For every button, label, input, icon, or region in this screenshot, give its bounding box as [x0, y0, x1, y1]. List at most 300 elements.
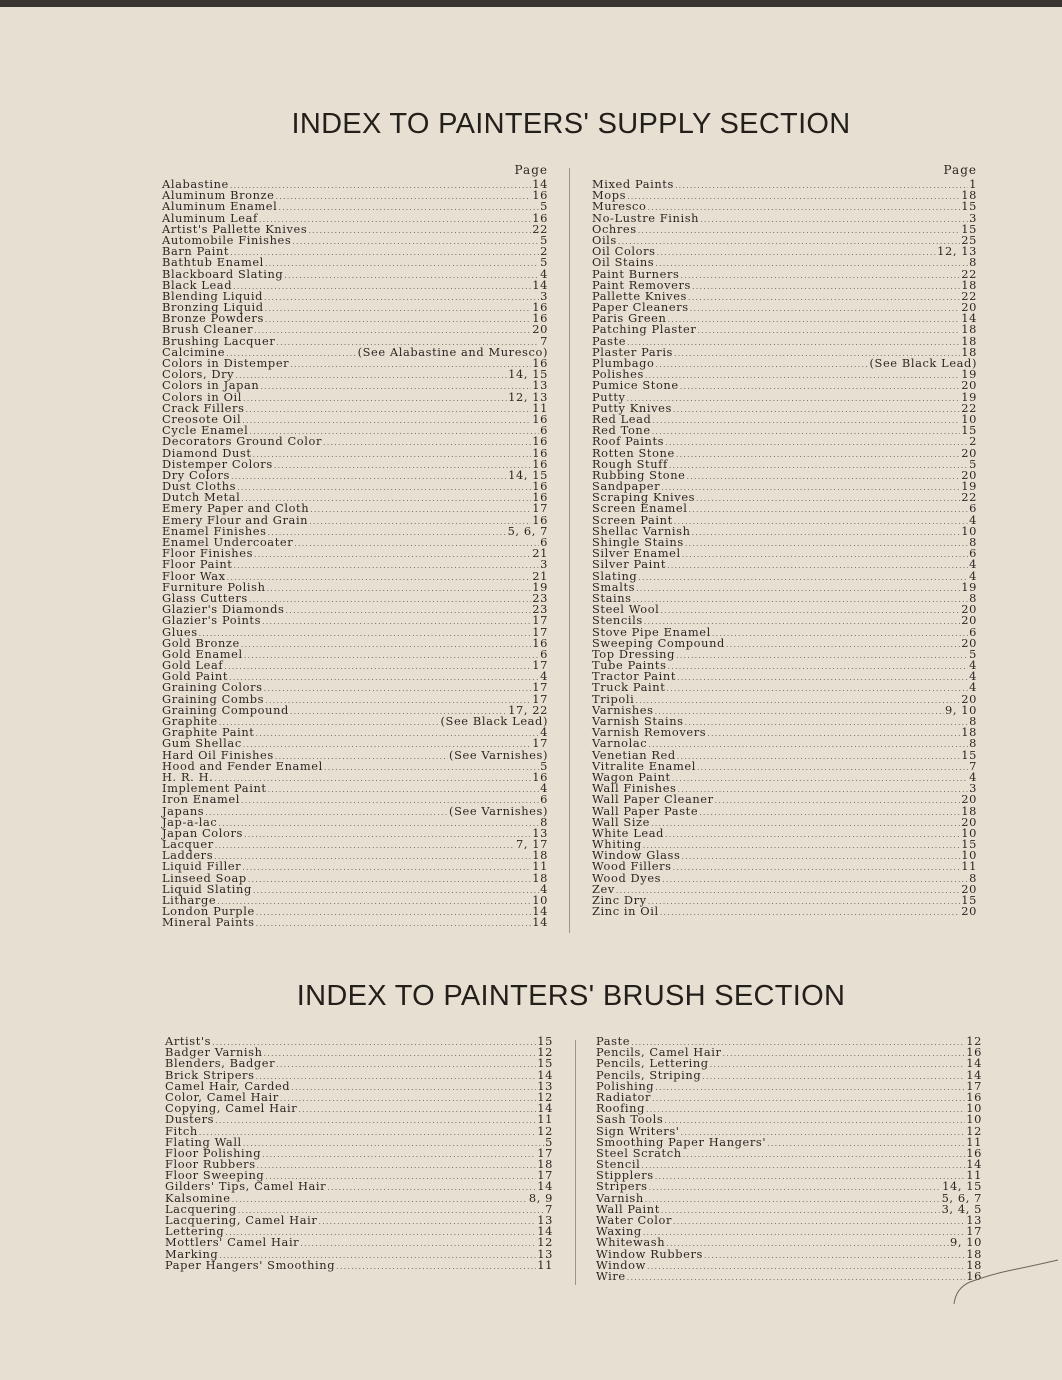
- dot-leader: [309, 516, 531, 527]
- entry-page: 4: [540, 266, 548, 281]
- dot-leader: [687, 471, 961, 482]
- dot-leader: [726, 639, 960, 650]
- entry-page: 4: [969, 669, 977, 684]
- dot-leader: [676, 650, 968, 661]
- entry-term: Jap-a-lac: [162, 814, 218, 829]
- entry-page: 4: [540, 669, 548, 684]
- dot-leader: [265, 314, 531, 325]
- dot-leader: [218, 818, 539, 829]
- entry-term: Diamond Dust: [162, 445, 252, 460]
- index-entry: [165, 1257, 553, 1272]
- entry-term: Dust Cloths: [162, 479, 237, 494]
- dot-leader: [300, 1238, 536, 1249]
- entry-term: Paste: [592, 333, 627, 348]
- column-divider: [575, 1040, 576, 1285]
- dot-leader: [318, 1216, 536, 1227]
- entry-term: Liquid Slating: [162, 881, 252, 896]
- entry-term: Sweeping Compound: [592, 635, 725, 650]
- dot-leader: [652, 415, 960, 426]
- dot-leader: [237, 482, 531, 493]
- dot-leader: [673, 862, 961, 873]
- dot-leader: [264, 683, 532, 694]
- entry-term: Paint Burners: [592, 266, 680, 281]
- entry-term: Colors in Japan: [162, 378, 260, 393]
- entry-page: 14: [961, 311, 977, 326]
- index-entry: [596, 1159, 982, 1170]
- index-entry: [596, 1246, 982, 1261]
- index-entry: [592, 559, 977, 570]
- entry-page: 20: [532, 322, 548, 337]
- entry-page: 17: [532, 691, 548, 706]
- index-entry: [592, 221, 977, 236]
- entry-page: 8: [969, 870, 977, 885]
- dot-leader: [627, 191, 960, 202]
- entry-term: Muresco: [592, 199, 647, 214]
- entry-page: 8: [969, 590, 977, 605]
- dot-leader: [244, 829, 531, 840]
- dot-leader: [253, 449, 532, 460]
- entry-term: Artist's Pallette Knives: [162, 221, 308, 236]
- entry-page: 5: [540, 199, 548, 214]
- index-entry: [165, 1103, 553, 1114]
- entry-page: 18: [961, 322, 977, 337]
- entry-page: 6: [540, 423, 548, 438]
- dot-leader: [268, 527, 507, 538]
- entry-term: Colors, Dry: [162, 367, 235, 382]
- entry-term: Sash Tools: [596, 1112, 664, 1127]
- brush-right-entries: [596, 1036, 982, 1282]
- dot-leader: [649, 1182, 942, 1193]
- entry-page: 4: [540, 725, 548, 740]
- index-entry: [162, 758, 548, 773]
- entry-term: Wire: [596, 1268, 626, 1283]
- entry-page: 6: [969, 624, 977, 639]
- dot-leader: [647, 1261, 965, 1272]
- entry-term: Varnish Stains: [592, 714, 684, 728]
- entry-page: 17: [532, 658, 548, 673]
- entry-page: 22: [961, 288, 977, 303]
- dot-leader: [665, 829, 960, 840]
- entry-term: Badger Varnish: [165, 1045, 263, 1060]
- entry-term: Brick Stripers: [165, 1067, 255, 1082]
- dot-leader: [199, 628, 532, 639]
- dot-leader: [666, 1238, 949, 1249]
- entry-page: 1: [969, 177, 977, 191]
- entry-page: 3: [540, 557, 548, 572]
- entry-term: Silver Enamel: [592, 546, 681, 561]
- entry-page: 17: [532, 680, 548, 695]
- dot-leader: [646, 1104, 965, 1115]
- entry-page: 12, 13: [937, 244, 977, 259]
- entry-page: 14: [537, 1179, 553, 1194]
- entry-page: 10: [961, 411, 977, 426]
- entry-term: Copying, Camel Hair: [165, 1101, 298, 1116]
- entry-page: 10: [961, 523, 977, 538]
- entry-page: 20: [961, 635, 977, 650]
- entry-term: Whiting: [592, 837, 642, 852]
- dot-leader: [767, 1138, 965, 1149]
- entry-page: 16: [532, 188, 548, 203]
- dot-leader: [249, 594, 531, 605]
- dot-leader: [651, 818, 960, 829]
- dot-leader: [666, 683, 968, 694]
- dot-leader: [655, 258, 968, 269]
- entry-term: Window Rubbers: [596, 1246, 703, 1261]
- entry-term: Artist's: [165, 1034, 212, 1048]
- entry-term: Mixed Paints: [592, 177, 674, 191]
- entry-term: Enamel Undercoater: [162, 535, 294, 549]
- entry-page: 10: [966, 1112, 982, 1127]
- entry-term: Window: [596, 1257, 646, 1272]
- entry-page: 11: [532, 400, 548, 415]
- dot-leader: [697, 325, 960, 336]
- index-entry: [596, 1145, 982, 1160]
- entry-term: Blending Liquid: [162, 288, 264, 303]
- entry-page: 19: [532, 579, 548, 594]
- index-entry: [592, 579, 977, 594]
- entry-term: Litharge: [162, 893, 217, 907]
- dot-leader: [227, 572, 532, 583]
- entry-term: Wood Dyes: [592, 870, 662, 885]
- dot-leader: [662, 874, 968, 885]
- dot-leader: [229, 672, 539, 683]
- entry-term: Wall Paper Paste: [592, 803, 699, 818]
- dot-leader: [231, 471, 507, 482]
- entry-page: 14: [532, 904, 548, 919]
- dot-leader: [700, 214, 968, 225]
- entry-page: (See Alabastine and Muresco): [357, 344, 548, 359]
- entry-term: Stripers: [596, 1179, 648, 1194]
- dot-leader: [290, 359, 531, 370]
- dot-leader: [675, 180, 968, 191]
- entry-term: Rotten Stone: [592, 445, 675, 460]
- entry-term: Waxing: [596, 1224, 642, 1239]
- column-divider: [569, 168, 570, 933]
- entry-term: Water Color: [596, 1213, 673, 1227]
- entry-page: 13: [532, 378, 548, 393]
- entry-term: Wall Finishes: [592, 781, 677, 796]
- entry-page: 20: [961, 378, 977, 393]
- entry-page: 14, 15: [942, 1179, 982, 1194]
- entry-page: 16: [532, 434, 548, 449]
- entry-page: 17: [532, 501, 548, 516]
- entry-page: 16: [532, 445, 548, 460]
- entry-page: 18: [532, 870, 548, 885]
- entry-term: Decorators Ground Color: [162, 434, 322, 449]
- entry-term: Truck Paint: [592, 680, 666, 695]
- entry-page: 14, 15: [508, 367, 548, 382]
- index-entry: [592, 870, 977, 885]
- entry-page: 12: [537, 1123, 553, 1138]
- entry-term: Radiator: [596, 1089, 652, 1104]
- entry-term: Ochres: [592, 221, 637, 236]
- entry-page: 5, 6, 7: [941, 1190, 982, 1205]
- entry-page: 8: [969, 714, 977, 728]
- entry-page: 11: [961, 859, 977, 874]
- entry-term: Screen Enamel: [592, 501, 688, 516]
- dot-leader: [638, 572, 968, 583]
- entry-page: 20: [961, 881, 977, 896]
- index-entry: [592, 604, 977, 615]
- dot-leader: [680, 270, 960, 281]
- entry-term: Graining Compound: [162, 702, 289, 717]
- entry-page: 15: [961, 747, 977, 762]
- entry-page: 17: [532, 736, 548, 751]
- dot-leader: [327, 1182, 536, 1193]
- index-entry: [592, 380, 977, 391]
- entry-term: Brush Cleaner: [162, 322, 254, 337]
- entry-term: Creosote Oil: [162, 411, 242, 426]
- entry-page: 16: [532, 456, 548, 471]
- entry-page: 16: [532, 411, 548, 426]
- entry-term: Smoothing Paper Hangers': [596, 1134, 767, 1149]
- entry-page: (See Black Lead): [869, 356, 977, 370]
- entry-term: Floor Polishing: [165, 1145, 262, 1160]
- dot-leader: [696, 493, 960, 504]
- dot-leader: [248, 874, 532, 885]
- index-entry: [592, 179, 977, 190]
- entry-page: 5: [969, 646, 977, 661]
- entry-term: Stencil: [596, 1157, 641, 1172]
- entry-term: Color, Camel Hair: [165, 1089, 279, 1104]
- dot-leader: [215, 1115, 536, 1126]
- entry-page: 5: [540, 758, 548, 773]
- entry-page: 8: [969, 255, 977, 270]
- dot-leader: [674, 516, 968, 527]
- entry-page: 18: [961, 333, 977, 348]
- dot-leader: [723, 1048, 966, 1059]
- entry-page: 10: [966, 1101, 982, 1116]
- dot-leader: [230, 180, 531, 191]
- entry-term: Bronze Powders: [162, 311, 264, 326]
- dot-leader: [224, 661, 531, 672]
- dot-leader: [618, 236, 960, 247]
- entry-page: 14: [532, 915, 548, 930]
- dot-leader: [643, 1227, 965, 1238]
- page-column-label: Page: [514, 163, 548, 177]
- entry-term: Paint Removers: [592, 277, 691, 292]
- entry-page: 14, 15: [508, 467, 548, 482]
- entry-page: 20: [961, 691, 977, 706]
- entry-term: Rough Stuff: [592, 456, 668, 471]
- entry-page: 20: [961, 792, 977, 807]
- dot-leader: [648, 739, 968, 750]
- entry-page: 15: [961, 199, 977, 214]
- dot-leader: [284, 270, 539, 281]
- entry-page: 20: [961, 904, 977, 919]
- entry-page: 10: [961, 825, 977, 840]
- entry-term: Mops: [592, 188, 627, 203]
- entry-term: Lacquering: [165, 1201, 237, 1216]
- dot-leader: [265, 258, 539, 269]
- index-entry: [162, 917, 548, 928]
- entry-term: Shellac Varnish: [592, 523, 691, 538]
- dot-leader: [689, 504, 969, 515]
- entry-page: 17: [966, 1078, 982, 1093]
- entry-term: Window Glass: [592, 848, 681, 863]
- entry-term: Tractor Paint: [592, 669, 677, 684]
- entry-page: 14: [537, 1067, 553, 1082]
- entry-page: 17, 22: [508, 702, 548, 717]
- entry-page: 14: [537, 1224, 553, 1239]
- entry-term: Paper Hangers' Smoothing: [165, 1257, 336, 1272]
- entry-term: Distemper Colors: [162, 456, 273, 471]
- entry-term: Emery Flour and Grain: [162, 512, 309, 527]
- dot-leader: [661, 1205, 941, 1216]
- entry-page: 18: [961, 188, 977, 203]
- entry-page: 12: [966, 1034, 982, 1048]
- entry-term: Venetian Red: [592, 747, 676, 762]
- dot-leader: [274, 460, 531, 471]
- dot-leader: [262, 616, 531, 627]
- entry-term: Glues: [162, 624, 198, 639]
- dot-leader: [697, 762, 968, 773]
- index-entry: [596, 1089, 982, 1104]
- dot-leader: [655, 706, 944, 717]
- entry-term: Oils: [592, 232, 617, 247]
- entry-term: Pencils, Striping: [596, 1067, 702, 1082]
- index-entry: [592, 727, 977, 738]
- entry-term: H. R. H.: [162, 769, 214, 784]
- entry-page: 7, 17: [516, 837, 548, 852]
- entry-term: Gold Leaf: [162, 658, 224, 673]
- dot-leader: [243, 393, 507, 404]
- entry-page: 14: [537, 1101, 553, 1116]
- dot-leader: [215, 840, 515, 851]
- dot-leader: [232, 1194, 528, 1205]
- entry-page: 16: [966, 1089, 982, 1104]
- entry-page: 23: [532, 590, 548, 605]
- entry-page: 5: [969, 456, 977, 471]
- entry-page: 18: [961, 803, 977, 818]
- index-entry: [162, 881, 548, 896]
- entry-term: Camel Hair, Carded: [165, 1078, 291, 1093]
- dot-leader: [276, 191, 532, 202]
- dot-leader: [233, 560, 539, 571]
- entry-page: 17: [966, 1224, 982, 1239]
- entry-page: 20: [961, 602, 977, 617]
- entry-term: Paris Green: [592, 311, 667, 326]
- entry-term: Pumice Stone: [592, 378, 679, 393]
- index-entry: [592, 825, 977, 840]
- entry-page: 14: [532, 177, 548, 191]
- entry-term: Wall Paint: [596, 1201, 660, 1216]
- dot-leader: [665, 437, 968, 448]
- entry-term: Blackboard Slating: [162, 266, 284, 281]
- entry-term: Zinc Dry: [592, 893, 647, 907]
- entry-page: 19: [961, 389, 977, 404]
- dot-leader: [310, 504, 531, 515]
- entry-page: 13: [532, 825, 548, 840]
- entry-term: Top Dressing: [592, 646, 675, 661]
- entry-term: Scraping Knives: [592, 490, 696, 505]
- entry-page: 6: [969, 546, 977, 561]
- entry-term: Ladders: [162, 848, 214, 863]
- entry-term: Floor Sweeping: [165, 1168, 265, 1183]
- entry-term: Wall Size: [592, 814, 651, 829]
- entry-page: 18: [961, 344, 977, 359]
- entry-page: 12: [537, 1089, 553, 1104]
- entry-page: 18: [966, 1246, 982, 1261]
- dot-leader: [638, 225, 961, 236]
- entry-term: Pencils, Camel Hair: [596, 1045, 722, 1060]
- entry-term: Stove Pipe Enamel: [592, 624, 711, 639]
- entry-term: Cycle Enamel: [162, 423, 249, 438]
- entry-term: Graining Combs: [162, 691, 265, 706]
- dot-leader: [667, 560, 968, 571]
- entry-page: 16: [532, 490, 548, 505]
- dot-leader: [242, 415, 531, 426]
- dot-leader: [648, 896, 961, 907]
- entry-page: 18: [961, 277, 977, 292]
- entry-page: 8, 9: [528, 1190, 553, 1205]
- entry-page: 11: [966, 1134, 982, 1149]
- entry-page: (See Varnishes): [449, 747, 548, 762]
- entry-page: 4: [969, 557, 977, 572]
- entry-page: 11: [966, 1168, 982, 1183]
- entry-term: Red Tone: [592, 423, 651, 438]
- entry-term: Gold Enamel: [162, 646, 243, 661]
- dot-leader: [652, 426, 961, 437]
- dot-leader: [704, 1250, 965, 1261]
- entry-term: Floor Rubbers: [165, 1157, 256, 1172]
- dot-leader: [257, 1160, 537, 1171]
- dot-leader: [692, 281, 960, 292]
- entry-term: Oil Colors: [592, 244, 656, 259]
- entry-term: Gum Shellac: [162, 736, 242, 751]
- dot-leader: [661, 482, 960, 493]
- entry-term: Lettering: [165, 1224, 225, 1239]
- entry-term: Zev: [592, 881, 615, 896]
- entry-page: 22: [961, 400, 977, 415]
- dot-leader: [285, 605, 531, 616]
- entry-term: Dusters: [165, 1112, 215, 1127]
- entry-term: Marking: [165, 1246, 219, 1261]
- dot-leader: [699, 807, 960, 818]
- entry-term: Zinc in Oil: [592, 904, 659, 919]
- entry-page: 13: [537, 1213, 553, 1227]
- dot-leader: [677, 672, 968, 683]
- entry-term: Polishes: [592, 367, 644, 382]
- dot-leader: [254, 325, 531, 336]
- pencil-mark: [952, 1258, 1062, 1308]
- entry-page: 7: [969, 758, 977, 773]
- entry-page: 12: [537, 1235, 553, 1250]
- entry-page: 20: [961, 445, 977, 460]
- entry-term: Graphite: [162, 714, 218, 728]
- entry-term: Bathtub Enamel: [162, 255, 264, 270]
- entry-page: 6: [969, 501, 977, 516]
- dot-leader: [685, 717, 969, 728]
- entry-page: 4: [540, 881, 548, 896]
- supply-section-title: INDEX TO PAINTERS' SUPPLY SECTION: [291, 108, 851, 140]
- entry-page: 17: [532, 613, 548, 628]
- entry-term: Hard Oil Finishes: [162, 747, 274, 762]
- entry-term: Vitralite Enamel: [592, 758, 696, 773]
- entry-page: 14: [966, 1067, 982, 1082]
- dot-leader: [292, 236, 539, 247]
- entry-term: Varnish: [596, 1190, 644, 1205]
- dot-leader: [655, 359, 868, 370]
- entry-page: (See Varnishes): [449, 803, 548, 818]
- entry-term: London Purple: [162, 904, 255, 919]
- index-entry: [162, 615, 548, 626]
- entry-page: 16: [532, 479, 548, 494]
- entry-term: Aluminum Enamel: [162, 199, 278, 214]
- entry-page: 17: [537, 1145, 553, 1160]
- entry-page: 6: [540, 646, 548, 661]
- dot-leader: [710, 1059, 966, 1070]
